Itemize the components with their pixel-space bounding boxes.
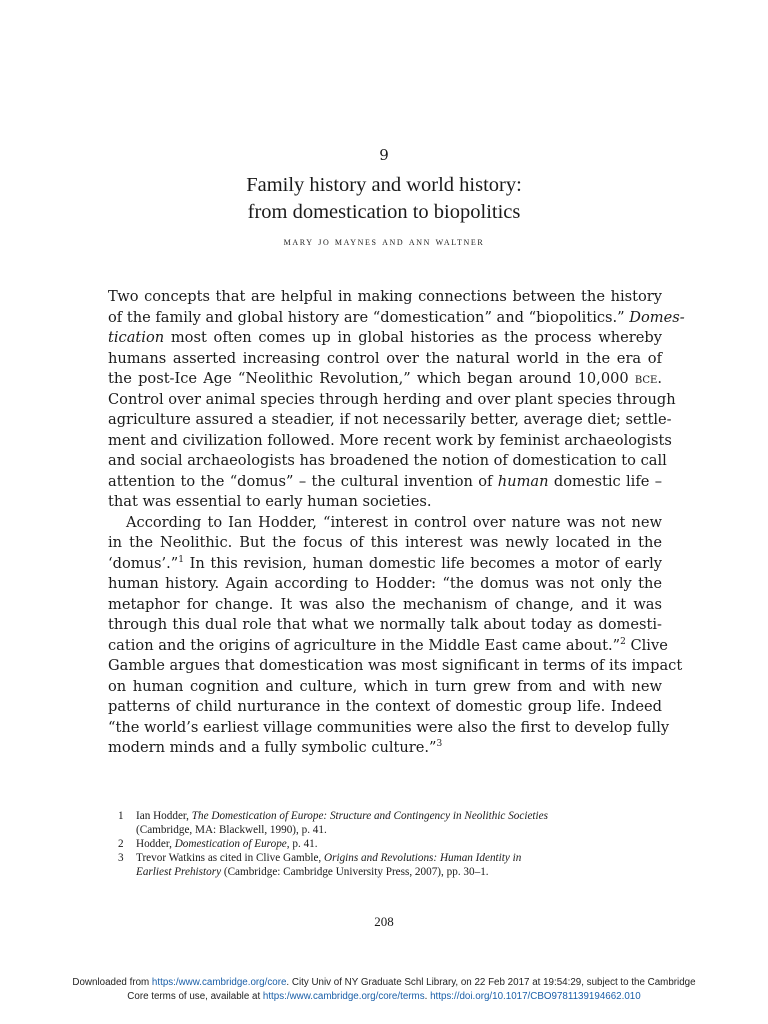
- footnote-2: 2 Hodder, Domestication of Europe, p. 41.: [118, 838, 318, 850]
- chapter-title-line-2: from domestication to biopolitics: [247, 201, 521, 223]
- chapter-number: 9: [379, 146, 389, 164]
- body-line: agriculture assured a steadier, if not necessarily better, average diet; settle-: [108, 411, 672, 428]
- doi-link[interactable]: https://doi.org/10.1017/CBO9781139194662.010: [430, 991, 641, 1002]
- footnote-number: 3: [118, 852, 124, 864]
- body-line: on human cognition and culture, which in turn grew from and with new: [108, 677, 662, 695]
- body-line: the post-Ice Age “Neolithic Revolution,” which began around 10,000 bce.: [108, 370, 662, 387]
- body-line: Gamble argues that domestication was most significant in terms of its impact: [108, 657, 683, 674]
- download-notice: Downloaded from https:/www.cambridge.org/core. City Univ of NY Graduate Schl Library, on 22 Feb 2017 at 19:54:29, subject to the Cambridge Core terms of use, available at https:/www.cambridge.org/core/terms. https://doi.org/10.1017/CBO9781139194662.010: [72, 977, 696, 1002]
- chapter-title-line-1: Family history and world history:: [246, 174, 522, 196]
- body-line: through this dual role that what we normally talk about today as domesti-: [108, 616, 662, 633]
- body-line: Control over animal species through herding and over plant species through: [108, 390, 676, 408]
- footnote-number: 2: [118, 838, 124, 850]
- body-line: tication most often comes up in global histories as the process whereby: [108, 329, 662, 346]
- page-number: 208: [374, 914, 394, 929]
- body-line: cation and the origins of agriculture in the Middle East came about.”$^2$ Clive: [108, 636, 668, 654]
- body-line: Two concepts that are helpful in making connections between the history: [108, 288, 662, 305]
- footnotes: [118, 809, 658, 879]
- footnote-ref-2[interactable]: 2: [620, 636, 626, 647]
- body-line: According to Ian Hodder, “interest in control over nature was not new: [126, 513, 662, 531]
- terms-link[interactable]: https:/www.cambridge.org/core/terms: [262, 991, 425, 1002]
- body-line: humans asserted increasing control over the natural world in the era of: [108, 349, 662, 367]
- body-line: of the family and global history are “domestication” and “biopolitics.” Domes-: [108, 308, 685, 326]
- body-line: ment and civilization followed. More recent work by feminist archaeologists: [108, 431, 672, 449]
- body-line: modern minds and a fully symbolic culture.”$^3$: [108, 739, 443, 756]
- footnote-ref-3[interactable]: 3: [436, 739, 443, 750]
- chapter-title: [0, 172, 768, 226]
- body-line: human history. Again according to Hodder: “the domus was not only the: [108, 575, 662, 592]
- body-line: patterns of child nurturance in the context of domestic group life. Indeed: [108, 698, 662, 715]
- body-line: “the world’s earliest village communities were also the first to develop fully: [108, 718, 670, 736]
- body-line: that was essential to early human societies.: [108, 493, 432, 510]
- body-line: metaphor for change. It was also the mechanism of change, and it was: [108, 595, 662, 613]
- footnote-ref-1[interactable]: 1: [178, 554, 184, 565]
- footnote-1: 1 Ian Hodder, The Domestication of Europe: Structure and Contingency in Neolithic Societies (Cambridge, MA: Blackwell, 1990), p. 41.: [118, 810, 548, 836]
- chapter-body: [108, 287, 685, 759]
- body-line: attention to the “domus” – the cultural invention of human domestic life –: [108, 472, 662, 490]
- footnote-number: 1: [118, 810, 124, 822]
- body-line: and social archaeologists has broadened the notion of domestication to call: [108, 452, 667, 469]
- footnote-3: 3 Trevor Watkins as cited in Clive Gamble, Origins and Revolutions: Human Identity in Earliest Prehistory (Cambridge: Cambridge University Press, 2007), pp. 30–1.: [118, 852, 522, 878]
- cambridge-core-link[interactable]: https:/www.cambridge.org/core: [151, 977, 287, 988]
- body-line: ‘domus’.”$^1$ In this revision, human domestic life becomes a motor of early: [108, 554, 662, 572]
- body-line: in the Neolithic. But the focus of this interest was newly located in the: [108, 534, 662, 551]
- chapter-authors: mary jo maynes and ann waltner: [283, 234, 485, 248]
